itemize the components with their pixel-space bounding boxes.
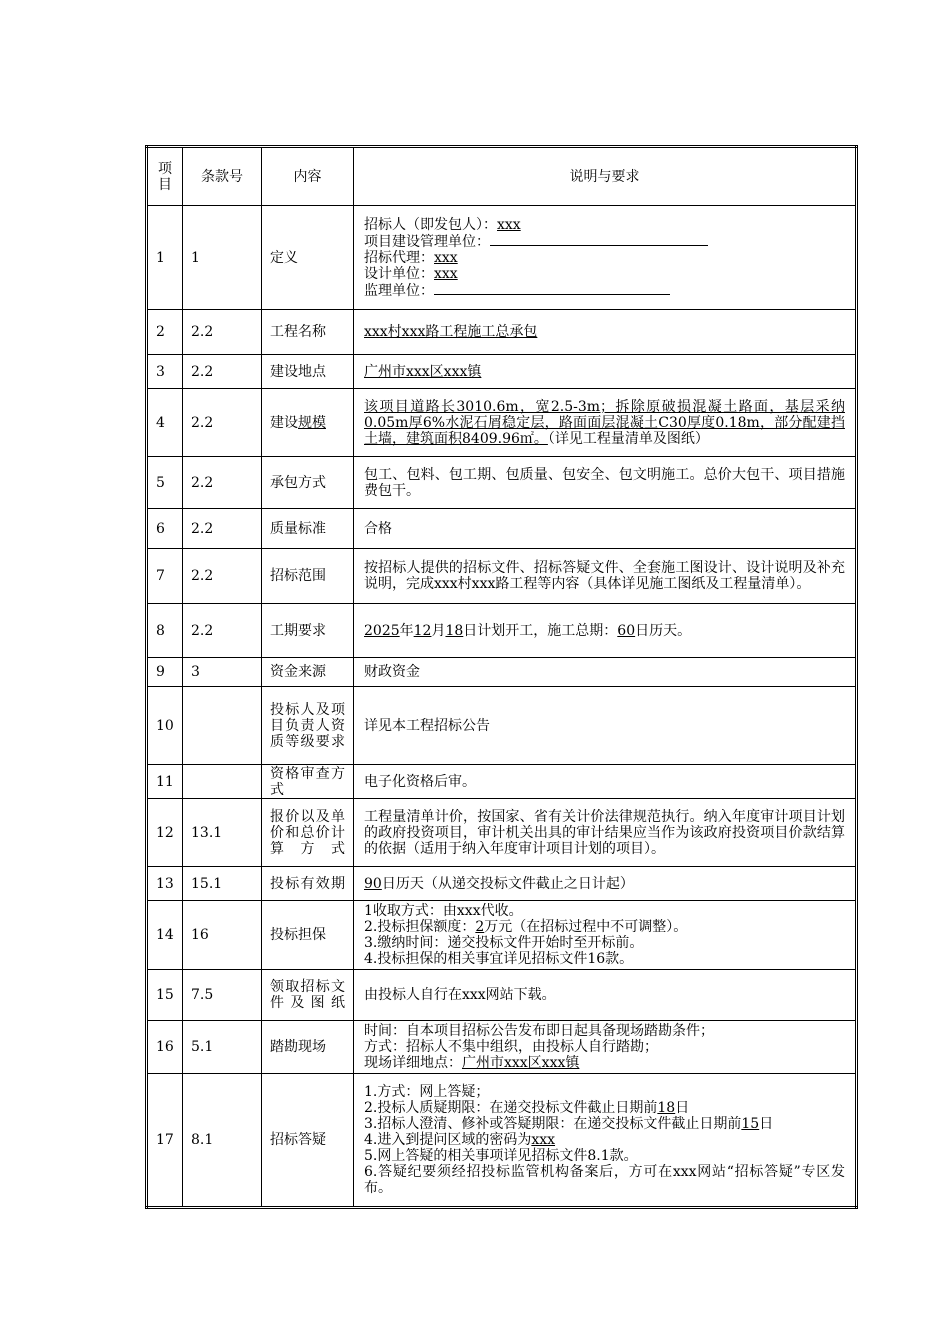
- tender-info-table: [145, 145, 858, 1209]
- row-name: 踏勘现场: [262, 1021, 354, 1074]
- row-desc: 包工、包料、包工期、包质量、包安全、包文明施工。总价大包干、项目措施费包干。: [354, 457, 857, 509]
- row-clause: 15.1: [183, 867, 262, 901]
- row-item: 8: [147, 604, 183, 658]
- row-item: 10: [147, 687, 183, 765]
- row-item: 13: [147, 867, 183, 901]
- row-clause: 2.2: [183, 604, 262, 658]
- row-item: 4: [147, 389, 183, 457]
- row-clause: 2.2: [183, 457, 262, 509]
- row-item: 16: [147, 1021, 183, 1074]
- row-clause: [183, 687, 262, 765]
- table-row: [147, 509, 857, 549]
- row-name: 资金来源: [262, 658, 354, 687]
- table-row: [147, 1021, 857, 1074]
- row-item: 1: [147, 206, 183, 310]
- row-item: 14: [147, 901, 183, 970]
- table-row: [147, 765, 857, 799]
- row-clause: 1: [183, 206, 262, 310]
- header-desc: 说明与要求: [354, 147, 857, 206]
- row-desc: 时间：自本项目招标公告发布即日起具备现场踏勘条件； 方式：招标人不集中组织，由投标人自行踏勘； 现场详细地点：广州市xxx区xxx镇: [354, 1021, 857, 1074]
- row-desc: 招标人（即发包人）：xxx 项目建设管理单位： 招标代理：xxx 设计单位：xxx 监理单位：: [354, 206, 857, 310]
- row-name: 投标人及项目负责人资质等级要求: [262, 687, 354, 765]
- row-clause: 2.2: [183, 389, 262, 457]
- row-name: 投标担保: [262, 901, 354, 970]
- row-desc: 广州市xxx区xxx镇: [354, 355, 857, 389]
- table-row: [147, 687, 857, 765]
- row-clause: 2.2: [183, 355, 262, 389]
- row-name: 定义: [262, 206, 354, 310]
- row-clause: 7.5: [183, 970, 262, 1021]
- row-clause: 16: [183, 901, 262, 970]
- row-name: 招标范围: [262, 549, 354, 604]
- row-clause: 5.1: [183, 1021, 262, 1074]
- row-item: 11: [147, 765, 183, 799]
- row-clause: 3: [183, 658, 262, 687]
- table-row: [147, 549, 857, 604]
- table-row: [147, 799, 857, 867]
- row-desc: 合格: [354, 509, 857, 549]
- document-page: [145, 145, 855, 1209]
- row-name: 领取招标文件及图纸: [262, 970, 354, 1021]
- table-row: [147, 901, 857, 970]
- row-clause: [183, 765, 262, 799]
- table-row: [147, 867, 857, 901]
- row-name: 投标有效期: [262, 867, 354, 901]
- row-name: 承包方式: [262, 457, 354, 509]
- row-desc: 90日历天（从递交投标文件截止之日计起）: [354, 867, 857, 901]
- row-name: 建设地点: [262, 355, 354, 389]
- table-row: [147, 604, 857, 658]
- row-desc: 财政资金: [354, 658, 857, 687]
- row-item: 7: [147, 549, 183, 604]
- table-row: [147, 658, 857, 687]
- row-item: 9: [147, 658, 183, 687]
- row-item: 15: [147, 970, 183, 1021]
- table-row: [147, 1074, 857, 1208]
- row-desc: 电子化资格后审。: [354, 765, 857, 799]
- row-desc: 按招标人提供的招标文件、招标答疑文件、全套施工图设计、设计说明及补充说明，完成xxx村xxx路工程等内容（具体详见施工图纸及工程量清单）。: [354, 549, 857, 604]
- row-item: 6: [147, 509, 183, 549]
- table-row: [147, 355, 857, 389]
- table-header-row: [147, 147, 857, 206]
- table-row: [147, 389, 857, 457]
- header-item: 项目: [147, 147, 183, 206]
- row-desc: xxx村xxx路工程施工总承包: [354, 310, 857, 355]
- table-row: [147, 970, 857, 1021]
- row-desc: 1收取方式：由xxx代收。 2.投标担保额度：2万元（在招标过程中不可调整）。 3.缴纳时间：递交投标文件开始时至开标前。 4.投标担保的相关事宜详见招标文件16款。: [354, 901, 857, 970]
- row-name: 工期要求: [262, 604, 354, 658]
- table-row: [147, 310, 857, 355]
- row-name: 工程名称: [262, 310, 354, 355]
- row-clause: 2.2: [183, 310, 262, 355]
- header-clause: 条款号: [183, 147, 262, 206]
- row-desc: 工程量清单计价，按国家、省有关计价法律规范执行。纳入年度审计项目计划的政府投资项目，审计机关出具的审计结果应当作为该政府投资项目价款结算的依据（适用于纳入年度审计项目计划的项目）。: [354, 799, 857, 867]
- row-item: 3: [147, 355, 183, 389]
- row-name: 资格审查方式: [262, 765, 354, 799]
- row-item: 17: [147, 1074, 183, 1208]
- row-desc: 该项目道路长3010.6m，宽2.5-3m；拆除原破损混凝土路面，基层采纳0.05m厚6%水泥石屑稳定层，路面面层混凝土C30厚度0.18m，部分配建挡土墙，建筑面积8409.96㎡。（详见工程量清单及图纸）: [354, 389, 857, 457]
- row-item: 5: [147, 457, 183, 509]
- row-desc: 由投标人自行在xxx网站下载。: [354, 970, 857, 1021]
- row-clause: 8.1: [183, 1074, 262, 1208]
- row-clause: 2.2: [183, 549, 262, 604]
- row-name: 质量标准: [262, 509, 354, 549]
- row-name: 报价以及单价和总价计算方式: [262, 799, 354, 867]
- row-clause: 2.2: [183, 509, 262, 549]
- header-content: 内容: [262, 147, 354, 206]
- row-name: 招标答疑: [262, 1074, 354, 1208]
- row-clause: 13.1: [183, 799, 262, 867]
- row-item: 2: [147, 310, 183, 355]
- row-desc: 1.方式：网上答疑； 2.投标人质疑期限：在递交投标文件截止日期前18日 3.招标人澄清、修补或答疑期限：在递交投标文件截止日期前15日 4.进入到提问区域的密码为xxx 5.网上答疑的相关事项详见招标文件8.1款。 6.答疑纪要须经招投标监管机构备案后，方可在xxx网站“招标答疑”专区发布。: [354, 1074, 857, 1208]
- row-item: 12: [147, 799, 183, 867]
- row-desc: 2025年12月18日计划开工，施工总期：60日历天。: [354, 604, 857, 658]
- row-name: 建设规模: [262, 389, 354, 457]
- table-row: [147, 206, 857, 310]
- row-desc: 详见本工程招标公告: [354, 687, 857, 765]
- table-row: [147, 457, 857, 509]
